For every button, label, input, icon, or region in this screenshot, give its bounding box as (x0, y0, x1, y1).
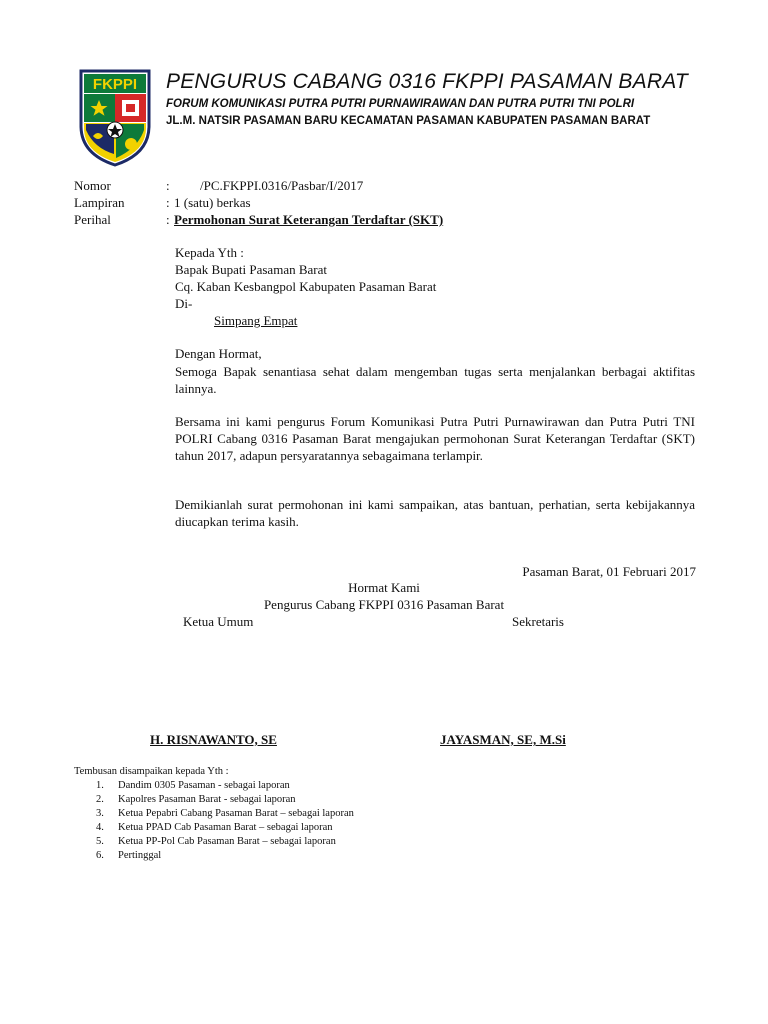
role-sekretaris: Sekretaris (512, 614, 564, 629)
list-item-text: Ketua Pepabri Cabang Pasaman Barat – sebagai laporan (118, 808, 354, 819)
signatory-left-name: H. RISNAWANTO, SE (150, 732, 277, 747)
signatory-right-name: JAYASMAN, SE, M.Si (440, 732, 566, 747)
recipient-line1: Bapak Bupati Pasaman Barat (175, 262, 327, 277)
salutation: Dengan Hormat, (175, 346, 262, 361)
list-item-number: 6. (96, 850, 104, 861)
body-paragraph-2: Bersama ini kami pengurus Forum Komunikasi Putra Putri Purnawirawan dan Putra Putri TNI POLRI Cabang 0316 Pasaman Barat mengajukan permohonan Surat Keterangan Terdaftar (SKT) tahun 2017, adapun persyaratannya sebagaimana terlampir. (175, 414, 695, 463)
meta-colon: : (166, 178, 170, 193)
list-item-number: 2. (96, 794, 104, 805)
recipient-greeting: Kepada Yth : (175, 245, 244, 260)
role-ketua-umum: Ketua Umum (183, 614, 254, 629)
closing-regards: Hormat Kami (348, 580, 420, 595)
list-item-text: Ketua PPAD Cab Pasaman Barat – sebagai laporan (118, 822, 333, 833)
meta-perihal-value: Permohonan Surat Keterangan Terdaftar (SKT) (174, 212, 444, 227)
letterhead-address: JL.M. NATSIR PASAMAN BARU KECAMATAN PASAMAN KABUPATEN PASAMAN BARAT (166, 115, 651, 127)
body-paragraph-3: Demikianlah surat permohonan ini kami sampaikan, atas bantuan, perhatian, serta kebijakannya diucapkan terima kasih. (175, 497, 695, 529)
list-item-text: Kapolres Pasaman Barat - sebagai laporan (118, 794, 296, 805)
list-item-number: 4. (96, 822, 104, 833)
list-item-number: 3. (96, 808, 104, 819)
meta-lampiran-value: 1 (satu) berkas (174, 195, 251, 210)
meta-nomor-label: Nomor (74, 178, 111, 193)
meta-lampiran-label: Lampiran (74, 195, 125, 210)
logo-text: FKPPI (92, 76, 138, 93)
list-item-text: Ketua PP-Pol Cab Pasaman Barat – sebagai laporan (118, 836, 336, 847)
meta-perihal-label: Perihal (74, 212, 111, 227)
recipient-line3: Di- (175, 296, 193, 311)
meta-colon: : (166, 195, 170, 210)
list-item-text: Pertinggal (118, 850, 162, 861)
list-item-number: 5. (96, 836, 104, 847)
closing-org: Pengurus Cabang FKPPI 0316 Pasaman Barat (263, 597, 505, 612)
cc-title: Tembusan disampaikan kepada Yth : (74, 766, 229, 777)
meta-nomor-value: /PC.FKPPI.0316/Pasbar/I/2017 (200, 178, 364, 193)
list-item-text: Dandim 0305 Pasaman - sebagai laporan (118, 780, 290, 791)
recipient-location: Simpang Empat (214, 313, 298, 328)
letterhead-subtitle: FORUM KOMUNIKASI PUTRA PUTRI PURNAWIRAWAN DAN PUTRA PUTRI TNI POLRI (166, 98, 635, 110)
meta-colon: : (166, 212, 170, 227)
place-date: Pasaman Barat, 01 Februari 2017 (522, 564, 696, 579)
list-item-number: 1. (96, 780, 104, 791)
letterhead-title: PENGURUS CABANG 0316 FKPPI PASAMAN BARAT (166, 70, 688, 93)
body-paragraph-1: Semoga Bapak senantiasa sehat dalam mengemban tugas serta menjalankan berbagai aktifitas lainnya. (175, 364, 695, 396)
fkppi-logo-icon (78, 68, 152, 168)
recipient-line2: Cq. Kaban Kesbangpol Kabupaten Pasaman Barat (175, 279, 437, 294)
